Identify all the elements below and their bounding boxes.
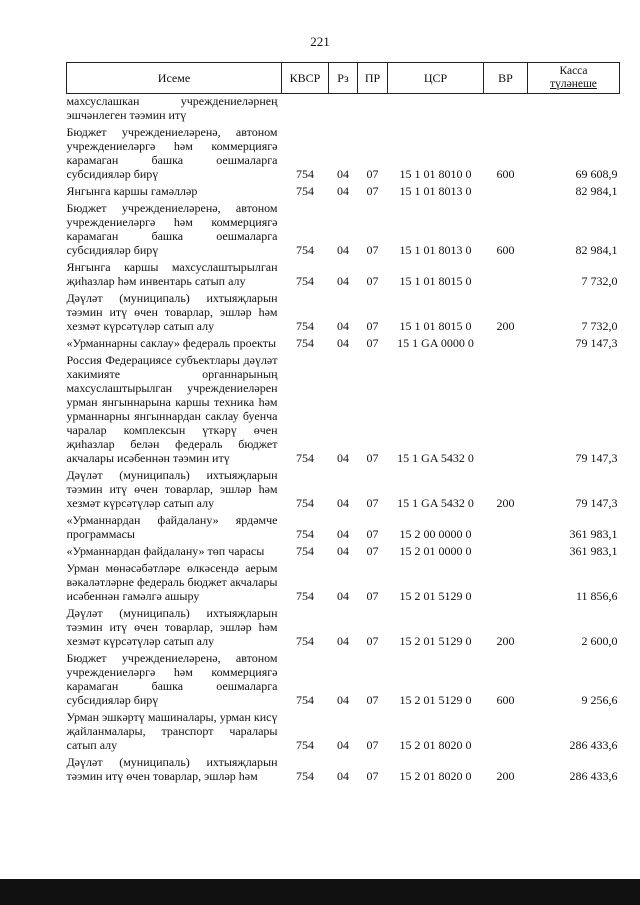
cell-rz: 04: [337, 769, 349, 783]
cell-name: Дәүләт (муниципаль) ихтыяҗларын тәэмин итү өчен товарлар, эшләр һәм: [66, 755, 278, 783]
cell-vr: [484, 561, 528, 606]
cell-vr: 200: [496, 319, 515, 333]
cell-rz: 04: [337, 319, 349, 333]
header-kassa-line2: түләнеше: [550, 78, 597, 90]
cell-pr: 07: [366, 274, 379, 288]
table-row: [67, 468, 620, 513]
cell-rz: 04: [337, 243, 349, 257]
cell-kvsr: 754: [296, 274, 314, 288]
cell-pr: 07: [366, 451, 379, 465]
cell-pr: 07: [366, 319, 379, 333]
cell-rz: 04: [337, 738, 349, 752]
cell-vr: 600: [496, 693, 515, 707]
cell-amount: 82 984,1: [575, 184, 618, 198]
cell-kvsr: 754: [296, 451, 314, 465]
cell-amount: 11 856,6: [575, 589, 618, 603]
cell-vr: [484, 353, 528, 468]
cell-csr: 15 1 GA 0000 0: [397, 336, 474, 350]
cell-kvsr: 754: [296, 738, 314, 752]
cell-pr: [358, 94, 388, 126]
table-row: [67, 260, 620, 291]
cell-pr: 07: [366, 769, 379, 783]
cell-name: Дәүләт (муниципаль) ихтыяҗларын тәэмин итү өчен товарлар, эшләр һәм хезмәт күрсәтүләр сатып алу: [66, 468, 278, 510]
cell-name: Бюджет учреждениеләренә, автоном учреждениеләргә һәм коммерциягә карамаган башка оешмаларга субсидияләр бирү: [66, 201, 278, 257]
cell-csr: 15 2 01 8020 0: [399, 769, 472, 783]
table-row: [67, 755, 620, 786]
cell-kvsr: 754: [296, 589, 314, 603]
cell-csr: 15 1 01 8013 0: [399, 243, 472, 257]
cell-vr: 200: [496, 496, 515, 510]
cell-vr: [484, 94, 528, 126]
cell-name: махсуслашкан учреждениеләрнең эшчәнлеген тәэмин итү: [66, 94, 278, 122]
cell-csr: 15 1 GA 5432 0: [397, 496, 474, 510]
cell-amount: 286 433,6: [569, 738, 618, 752]
cell-csr: [388, 94, 484, 126]
cell-kvsr: 754: [296, 243, 314, 257]
cell-kvsr: 754: [296, 634, 314, 648]
table-row: [67, 353, 620, 468]
cell-csr: 15 1 01 8015 0: [399, 274, 472, 288]
cell-pr: 07: [366, 693, 379, 707]
cell-vr: 200: [496, 634, 515, 648]
cell-vr: 600: [496, 167, 515, 181]
cell-name: Дәүләт (муниципаль) ихтыяҗларын тәэмин итү өчен товарлар, эшләр һәм хезмәт күрсәтүләр сатып алу: [66, 606, 278, 648]
cell-pr: 07: [366, 167, 379, 181]
cell-kvsr: 754: [296, 167, 314, 181]
header-rz: Рз: [329, 63, 358, 94]
cell-pr: 07: [366, 527, 379, 541]
cell-csr: 15 2 01 0000 0: [399, 544, 472, 558]
cell-rz: 04: [337, 451, 349, 465]
cell-kvsr: 754: [296, 319, 314, 333]
cell-amount: 79 147,3: [575, 496, 618, 510]
cell-rz: 04: [337, 336, 349, 350]
cell-csr: 15 1 01 8010 0: [399, 167, 472, 181]
cell-rz: [329, 94, 358, 126]
cell-vr: [484, 513, 528, 544]
cell-name: «Урманнардан файдалану» ярдәмче программасы: [66, 513, 278, 541]
table-row: [67, 651, 620, 710]
cell-amount: 79 147,3: [575, 336, 618, 350]
cell-amount: 82 984,1: [575, 243, 618, 257]
header-vr: ВР: [484, 63, 528, 94]
cell-kvsr: [282, 94, 329, 126]
cell-rz: 04: [337, 274, 349, 288]
table-row: [67, 513, 620, 544]
cell-csr: 15 1 GA 5432 0: [397, 451, 474, 465]
cell-vr: [484, 184, 528, 201]
cell-name: Россия Федерациясе субъектлары дәүләт хакимияте органнарының махсуслаштырылган учреждениеләрен урман янгыннарына каршы техника һәм урманнарны янгыннардан саклау буенча чаралар комплексын үткәрү өчен җиһазлар белән федераль бюджет акчалары исәбеннән тәэмин итү: [66, 353, 278, 465]
table-body: [67, 94, 620, 787]
table-row: [67, 201, 620, 260]
cell-amount: 361 983,1: [569, 527, 618, 541]
cell-kvsr: 754: [296, 769, 314, 783]
cell-pr: 07: [366, 544, 379, 558]
cell-kvsr: 754: [296, 693, 314, 707]
cell-rz: 04: [337, 167, 349, 181]
cell-kvsr: 754: [296, 336, 314, 350]
cell-amount: 7 732,0: [581, 274, 618, 288]
table-row: [67, 710, 620, 755]
cell-amount: 7 732,0: [581, 319, 618, 333]
cell-rz: 04: [337, 544, 349, 558]
cell-pr: 07: [366, 738, 379, 752]
cell-amount: [528, 94, 620, 126]
header-kvsr: КВСР: [282, 63, 329, 94]
cell-amount: 2 600,0: [581, 634, 618, 648]
table-row: [67, 94, 620, 126]
header-name: Исеме: [67, 63, 282, 94]
cell-kvsr: 754: [296, 544, 314, 558]
cell-name: Янгынга каршы гамәлләр: [66, 184, 198, 198]
cell-amount: 69 608,9: [575, 167, 618, 181]
cell-pr: 07: [366, 184, 379, 198]
cell-csr: 15 1 01 8015 0: [399, 319, 472, 333]
cell-name: «Урманнарны саклау» федераль проекты: [66, 336, 277, 350]
scan-bottom-border: [0, 879, 640, 905]
table-row: [67, 606, 620, 651]
cell-csr: 15 2 01 5129 0: [399, 693, 472, 707]
cell-pr: 07: [366, 496, 379, 510]
page-number: 221: [310, 34, 330, 49]
cell-vr: [484, 710, 528, 755]
cell-pr: 07: [366, 243, 379, 257]
budget-table: [66, 62, 620, 786]
cell-pr: 07: [366, 589, 379, 603]
cell-name: Бюджет учреждениеләренә, автоном учреждениеләргә һәм коммерциягә карамаган башка оешмаларга субсидияләр бирү: [66, 651, 278, 707]
table-row: [67, 561, 620, 606]
cell-csr: 15 2 01 5129 0: [399, 634, 472, 648]
cell-name: Урман эшкәртү машиналары, урман кисү җайланмалары, транспорт чаралары сатып алу: [66, 710, 278, 752]
table-row: [67, 544, 620, 561]
cell-amount: 9 256,6: [581, 693, 618, 707]
cell-csr: 15 1 01 8013 0: [399, 184, 472, 198]
cell-amount: 361 983,1: [569, 544, 618, 558]
cell-pr: 07: [366, 336, 379, 350]
cell-name: Янгынга каршы махсуслаштырылган җиһазлар һәм инвентарь сатып алу: [66, 260, 278, 288]
header-kassa: [528, 63, 620, 94]
cell-rz: 04: [337, 589, 349, 603]
cell-rz: 04: [337, 527, 349, 541]
cell-csr: 15 2 01 5129 0: [399, 589, 472, 603]
cell-name: Дәүләт (муниципаль) ихтыяҗларын тәэмин итү өчен товарлар, эшләр һәм хезмәт күрсәтүләр сатып алу: [66, 291, 278, 333]
cell-vr: [484, 544, 528, 561]
table-row: [67, 125, 620, 184]
table-row: [67, 184, 620, 201]
table-header: [67, 63, 620, 94]
table-row: [67, 336, 620, 353]
cell-name: Урман мөнәсәбәтләре өлкәсендә аерым вәкаләтләрне федераль бюджет акчалары исәбеннән гамәлгә ашыру: [66, 561, 278, 603]
cell-rz: 04: [337, 693, 349, 707]
cell-vr: 600: [496, 243, 515, 257]
cell-amount: 286 433,6: [569, 769, 618, 783]
header-csr: ЦСР: [388, 63, 484, 94]
cell-vr: 200: [496, 769, 515, 783]
cell-rz: 04: [337, 634, 349, 648]
cell-vr: [484, 336, 528, 353]
cell-kvsr: 754: [296, 184, 314, 198]
header-kassa-line1: Касса: [559, 65, 588, 77]
cell-name: Бюджет учреждениеләренә, автоном учреждениеләргә һәм коммерциягә карамаган башка оешмаларга субсидияләр бирү: [66, 125, 278, 181]
cell-csr: 15 2 01 8020 0: [399, 738, 472, 752]
cell-pr: 07: [366, 634, 379, 648]
header-pr: ПР: [358, 63, 388, 94]
cell-csr: 15 2 00 0000 0: [399, 527, 472, 541]
cell-vr: [484, 260, 528, 291]
cell-rz: 04: [337, 184, 349, 198]
cell-kvsr: 754: [296, 527, 314, 541]
cell-rz: 04: [337, 496, 349, 510]
table-row: [67, 291, 620, 336]
cell-kvsr: 754: [296, 496, 314, 510]
cell-name: «Урманнардан файдалану» төп чарасы: [66, 544, 265, 558]
cell-amount: 79 147,3: [575, 451, 618, 465]
